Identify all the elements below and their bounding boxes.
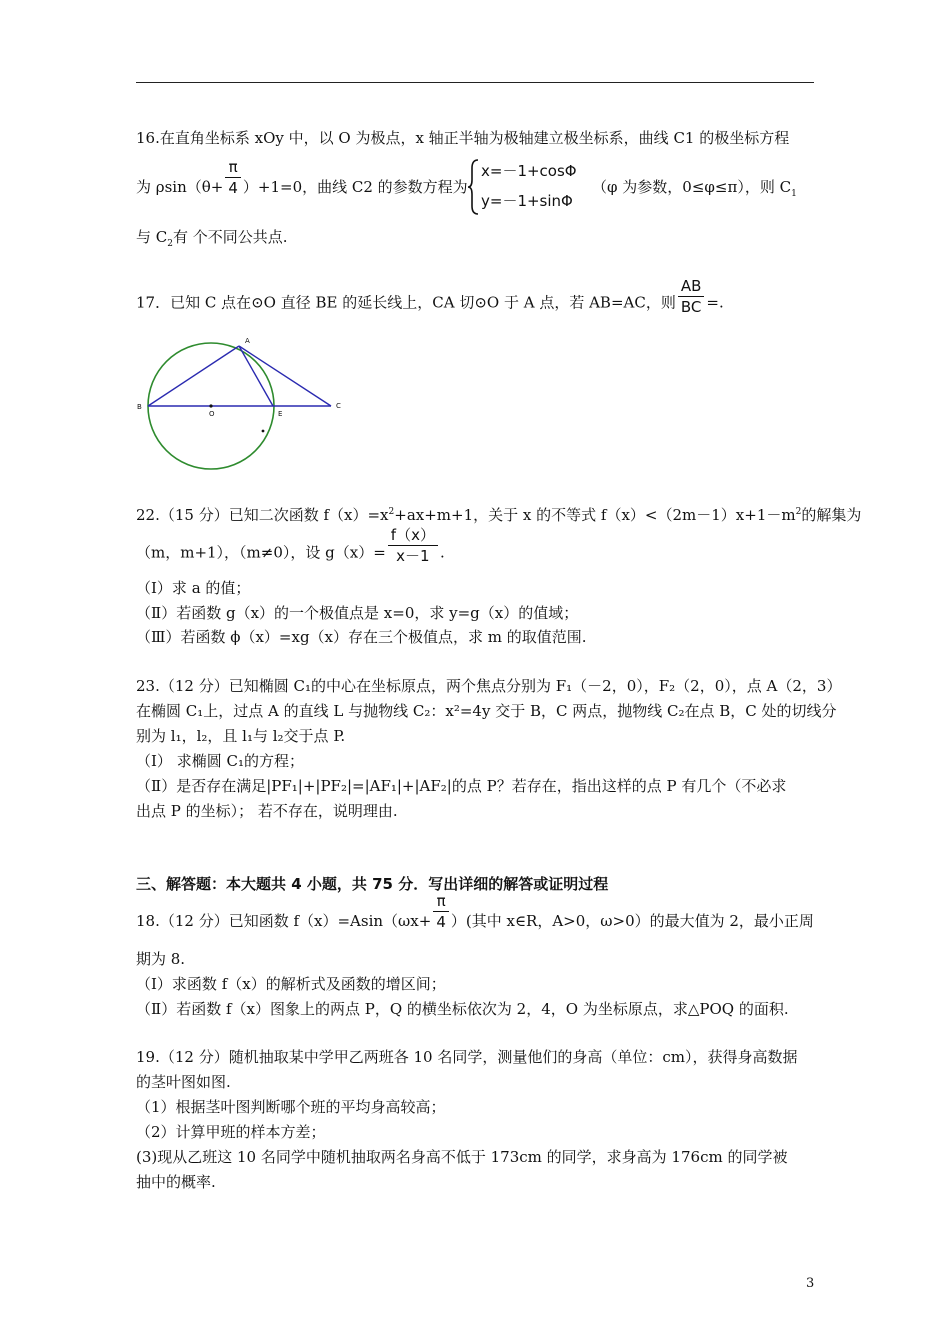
- q19-line1: 19.（12 分）随机抽取某中学甲乙两班各 10 名同学，测量他们的身高（单位：cm），获得身高数据: [136, 1048, 798, 1066]
- q23-part1: （Ⅰ） 求椭圆 C₁的方程；: [136, 752, 304, 770]
- q16-text-e: 有 个不同公共点.: [172, 228, 288, 246]
- q22-text-b: +ax+m+1，关于 x 的不等式 f（x）<（2m－1）x+1－m: [394, 506, 796, 524]
- q17-end: =.: [706, 293, 724, 312]
- q18-text-b: ）(其中 x∈R，A>0，ω>0）的最大值为 2，最小正周: [450, 912, 814, 930]
- section-heading: 三、解答题：本大题共 4 小题，共 75 分．写出详细的解答或证明过程: [136, 875, 609, 893]
- q19-part1: （1）根据茎叶图判断哪个班的平均身高较高；: [136, 1098, 446, 1116]
- q16-frac-num: π: [225, 157, 241, 178]
- q17-line: [136, 277, 724, 317]
- q23-line2: 在椭圆 C₁上，过点 A 的直线 L 与抛物线 C₂：x²=4y 交于 B，C 两点，抛物线 C₂在点 B，C 处的切线分: [136, 702, 837, 720]
- q17-geometry-figure: [137, 332, 353, 452]
- q22-text-d: （m，m+1），（m≠0），设 g（x）=: [136, 543, 386, 562]
- q22-sup1: 2: [388, 507, 395, 517]
- q23-part2a: （Ⅱ）是否存在满足|PF₁|+|PF₂|=|AF₁|+|AF₂|的点 P？若存在，指出这样的点 P 有几个（不必求: [136, 777, 787, 795]
- q19-line2: 的茎叶图如图.: [136, 1073, 231, 1091]
- q16-line2-tail: [592, 177, 797, 204]
- q18-frac-num: π: [433, 891, 449, 912]
- q22-sup2: 2: [795, 507, 802, 517]
- q19-part2: （2）计算甲班的样本方差；: [136, 1123, 326, 1141]
- line-ac: [239, 346, 331, 406]
- q16-sub2: 2: [167, 239, 173, 249]
- q23-line1: 23.（12 分）已知椭圆 C₁的中心在坐标原点，两个焦点分别为 F₁（－2，0），F₂（2，0），点 A（2，3）: [136, 677, 842, 695]
- label-c: C: [336, 402, 341, 410]
- q16-frac-den: 4: [228, 178, 238, 197]
- line-ba: [148, 346, 239, 406]
- q16-line1: 16.在直角坐标系 xOy 中，以 O 为极点，x 轴正半轴为极轴建立极坐标系，曲线 C1 的极坐标方程: [136, 129, 790, 147]
- q22-text-e: .: [439, 543, 445, 562]
- q16-text-a: 为 ρsin（θ+: [136, 178, 224, 196]
- q16-system-eq2: y=－1+sinΦ: [481, 192, 573, 210]
- q18-part1: （Ⅰ）求函数 f（x）的解析式及函数的增区间；: [136, 975, 446, 993]
- page-number: 3: [806, 1276, 815, 1291]
- q23-line3: 别为 l₁，l₂，且 l₁与 l₂交于点 P.: [136, 727, 346, 745]
- label-e: E: [278, 410, 283, 418]
- center-dot: [209, 404, 212, 407]
- q17-fraction: [678, 276, 705, 317]
- label-o: O: [209, 410, 215, 418]
- header-rule: [136, 82, 814, 83]
- q18-part2: （Ⅱ）若函数 f（x）图象上的两点 P，Q 的横坐标依次为 2，4，O 为坐标原点，求△POQ 的面积.: [136, 1000, 789, 1018]
- q18-line1: [136, 891, 814, 932]
- q18-line2: 期为 8.: [136, 950, 186, 968]
- q16-text-c: （φ 为参数，0≤φ≤π），则 C: [592, 178, 792, 196]
- q16-text-b: ）+1=0，曲线 C2 的参数方程为: [242, 178, 468, 196]
- q22-line1: [136, 502, 861, 525]
- q19-part3b: 抽中的概率.: [136, 1173, 216, 1191]
- q18-fraction: [433, 891, 449, 932]
- circle-dot: [262, 430, 265, 433]
- q16-text-d: 与 C: [136, 228, 168, 246]
- q22-fraction: [388, 525, 438, 566]
- label-a: A: [245, 337, 250, 345]
- q22-text-a: 22.（15 分）已知二次函数 f（x）=x: [136, 506, 389, 524]
- q22-frac-den: x－1: [396, 547, 430, 565]
- q16-system-eq1: x=－1+cosΦ: [481, 162, 577, 180]
- q16-sub1: 1: [791, 189, 797, 199]
- q17-text: 17．已知 C 点在⊙O 直径 BE 的延长线上，CA 切⊙O 于 A 点，若 AB=AC，则: [136, 293, 676, 312]
- q22-text-c: 的解集为: [801, 506, 862, 524]
- q18-text-a: 18.（12 分）已知函数 f（x）=Asin（ωx+: [136, 912, 432, 930]
- q17-frac-den: BC: [680, 298, 702, 316]
- q22-part1: （Ⅰ）求 a 的值；: [136, 579, 251, 597]
- q22-line2: [136, 526, 445, 566]
- q23-part2b: 出点 P 的坐标）； 若不存在，说明理由.: [136, 802, 398, 820]
- label-b: B: [137, 403, 142, 411]
- q16-fraction: [225, 157, 241, 198]
- q22-frac-num: f（x）: [388, 525, 438, 546]
- q18-frac-den: 4: [436, 912, 446, 931]
- q16-line3: [136, 227, 288, 254]
- line-ae: [239, 346, 273, 406]
- q19-part3a: (3)现从乙班这 10 名同学中随机抽取两名身高不低于 173cm 的同学，求身高为 176cm 的同学被: [136, 1148, 788, 1166]
- q16-line2: [136, 157, 468, 198]
- q22-part2: （Ⅱ）若函数 g（x）的一个极值点是 x=0，求 y=g（x）的值域；: [136, 604, 579, 622]
- q22-part3: （Ⅲ）若函数 ϕ（x）=xg（x）存在三个极值点，求 m 的取值范围.: [136, 628, 587, 646]
- q17-frac-num: AB: [678, 276, 705, 297]
